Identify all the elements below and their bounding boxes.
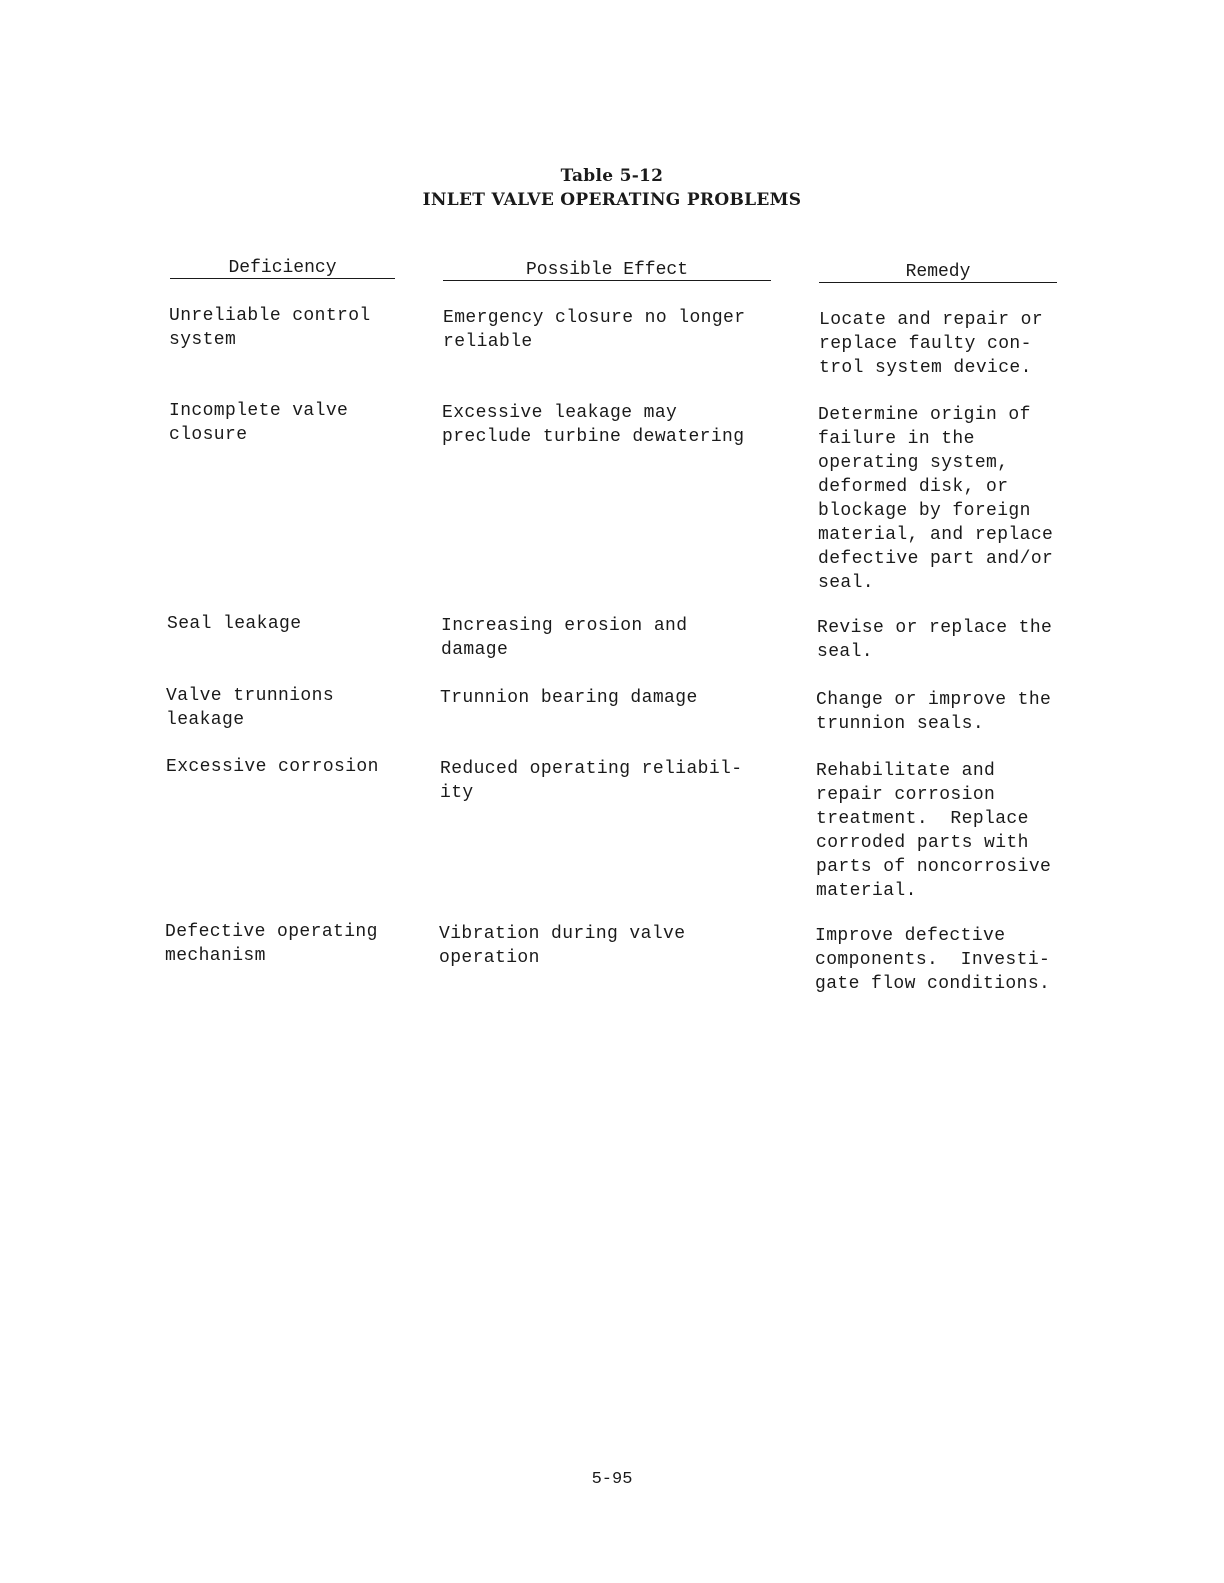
- remedy-cell: Locate and repair or replace faulty con- trol system device.: [819, 310, 1044, 378]
- table-title: INLET VALVE OPERATING PROBLEMS: [422, 190, 802, 210]
- column-header-possible-effect: Possible Effect: [443, 260, 771, 281]
- effect-cell: Excessive leakage may preclude turbine dewatering: [442, 403, 745, 447]
- deficiency-cell: Defective operating mechanism: [165, 922, 378, 966]
- remedy-cell: Improve defective components. Investi- gate flow conditions.: [815, 926, 1051, 994]
- table-number: Table 5-12: [560, 166, 664, 186]
- deficiency-cell: Unreliable control system: [169, 306, 371, 350]
- effect-cell: Trunnion bearing damage: [440, 688, 698, 708]
- page-number: 5-95: [591, 1470, 633, 1489]
- remedy-cell: Determine origin of failure in the operating system, deformed disk, or blockage by foreign material, and replace defective part and/or seal.: [818, 405, 1054, 593]
- remedy-cell: Revise or replace the seal.: [817, 618, 1053, 662]
- remedy-cell: Rehabilitate and repair corrosion treatment. Replace corroded parts with parts of noncorrosive material.: [816, 761, 1052, 901]
- column-header-remedy: Remedy: [819, 262, 1057, 283]
- effect-cell: Reduced operating reliabil- ity: [440, 759, 743, 803]
- deficiency-cell: Valve trunnions leakage: [166, 686, 335, 730]
- effect-cell: Emergency closure no longer reliable: [443, 308, 746, 352]
- effect-cell: Vibration during valve operation: [439, 924, 686, 968]
- column-header-deficiency: Deficiency: [170, 258, 395, 279]
- deficiency-cell: Excessive corrosion: [166, 757, 379, 777]
- remedy-cell: Change or improve the trunnion seals.: [816, 690, 1052, 734]
- effect-cell: Increasing erosion and damage: [441, 616, 688, 660]
- deficiency-cell: Incomplete valve closure: [169, 401, 349, 445]
- deficiency-cell: Seal leakage: [167, 614, 302, 634]
